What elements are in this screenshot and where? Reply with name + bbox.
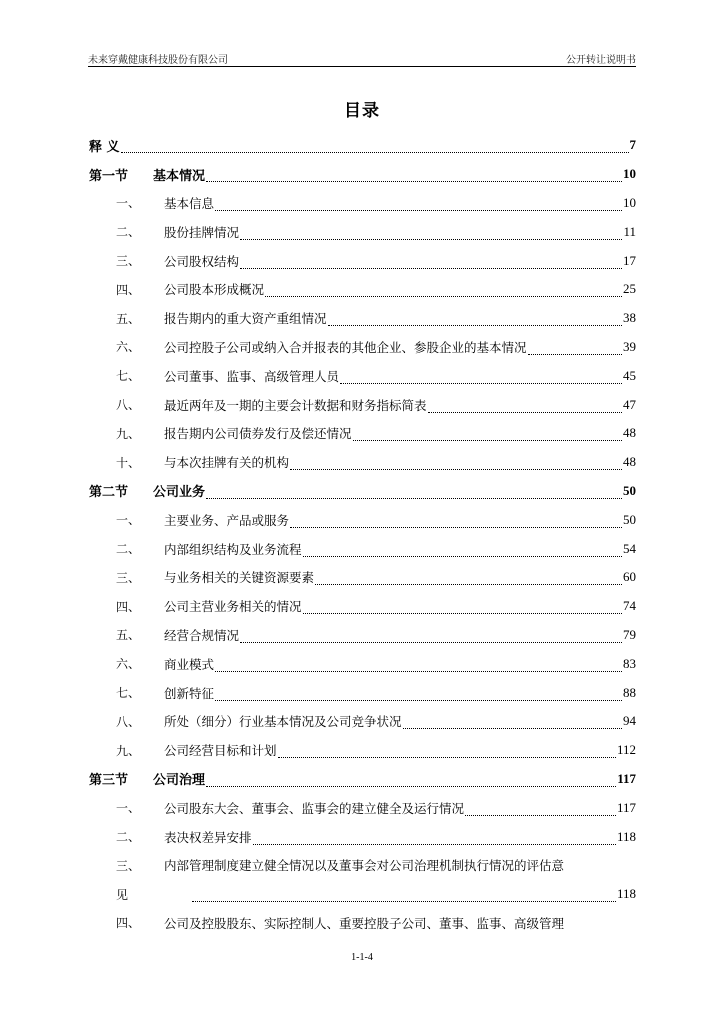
- toc-leader-dots: [206, 773, 616, 787]
- toc-number: 八、: [116, 398, 141, 413]
- toc-label: 公司经营目标和计划: [164, 743, 277, 759]
- toc-page-number: 50: [623, 482, 636, 498]
- toc-leader-dots: [240, 255, 622, 269]
- toc-leader-dots: [315, 571, 622, 585]
- table-of-contents: [89, 131, 636, 937]
- toc-label: 与本次挂牌有关的机构: [164, 455, 290, 471]
- toc-entry-row[interactable]: [89, 275, 636, 304]
- toc-page-number: 117: [617, 770, 636, 786]
- toc-number: 二、: [116, 225, 141, 240]
- toc-label: 公司董事、监事、高级管理人员: [164, 368, 340, 384]
- toc-entry-row[interactable]: [89, 851, 636, 880]
- toc-label: 基本信息: [164, 195, 215, 211]
- toc-entry-row[interactable]: [89, 304, 636, 333]
- toc-section-row[interactable]: [89, 765, 636, 794]
- toc-number: 一、: [116, 196, 141, 211]
- toc-label: 公司股东大会、董事会、监事会的建立健全及运行情况: [164, 800, 465, 816]
- toc-label: 公司股权结构: [164, 253, 240, 269]
- toc-label: 最近两年及一期的主要会计数据和财务指标简表: [164, 397, 427, 413]
- toc-page-number: 50: [623, 511, 636, 527]
- toc-page-number: 39: [623, 338, 636, 354]
- toc-label: 商业模式: [164, 656, 215, 672]
- toc-number: 九、: [116, 743, 141, 758]
- toc-leader-dots: [240, 629, 622, 643]
- toc-leader-dots: [290, 514, 622, 528]
- toc-entry-row[interactable]: [89, 621, 636, 650]
- toc-label: 内部管理制度建立健全情况以及董事会对公司治理机制执行情况的评估意: [164, 858, 565, 874]
- toc-number: 七、: [116, 686, 141, 701]
- toc-label: 创新特征: [164, 685, 215, 701]
- toc-entry-row[interactable]: [89, 333, 636, 362]
- document-type: 公开转让说明书: [566, 55, 636, 66]
- toc-label: 主要业务、产品或服务: [164, 512, 290, 528]
- toc-number: 九、: [116, 426, 141, 441]
- toc-entry-row[interactable]: [89, 563, 636, 592]
- toc-leader-dots: [403, 715, 622, 729]
- toc-page-number: 17: [623, 252, 636, 268]
- page-title: 目录: [344, 101, 380, 121]
- toc-leader-dots: [303, 600, 622, 614]
- toc-page-number: 117: [616, 799, 636, 815]
- toc-label: 表决权差异安排: [164, 829, 252, 845]
- toc-label: 公司股本形成概况: [164, 282, 265, 298]
- company-name: 未来穿戴健康科技股份有限公司: [88, 55, 228, 66]
- toc-number: 三、: [116, 254, 141, 269]
- toc-number: 四、: [116, 599, 141, 614]
- toc-label: 公司业务: [153, 485, 206, 501]
- toc-number: 四、: [116, 916, 141, 931]
- toc-leader-dots: [215, 197, 622, 211]
- toc-label: 公司及控股股东、实际控制人、重要控股子公司、董事、监事、高级管理: [164, 915, 565, 931]
- toc-section-row[interactable]: [89, 477, 636, 506]
- toc-leader-dots: [215, 658, 622, 672]
- toc-entry-row[interactable]: [89, 448, 636, 477]
- toc-leader-dots: [303, 543, 622, 557]
- toc-leader-dots: [428, 399, 622, 413]
- toc-number: 二、: [116, 542, 141, 557]
- toc-entry-row[interactable]: [89, 534, 636, 563]
- toc-entry-row[interactable]: [89, 707, 636, 736]
- toc-page-number: 94: [623, 713, 636, 729]
- toc-entry-row[interactable]: [89, 390, 636, 419]
- toc-number: 释 义: [89, 139, 120, 155]
- toc-label: 经营合规情况: [164, 627, 240, 643]
- toc-number: 一、: [116, 801, 141, 816]
- toc-page-number: 74: [623, 598, 636, 614]
- toc-leader-dots: [340, 370, 622, 384]
- toc-page-number: 7: [629, 137, 636, 153]
- toc-page-number: 25: [623, 281, 636, 297]
- page-header: [88, 50, 636, 66]
- header-divider: [88, 66, 636, 67]
- toc-leader-dots: [192, 888, 616, 902]
- toc-number: 六、: [116, 657, 141, 672]
- toc-leader-dots: [240, 226, 622, 240]
- toc-leader-dots: [265, 283, 622, 297]
- toc-entry-row[interactable]: [89, 678, 636, 707]
- toc-label: 公司控股子公司或纳入合并报表的其他企业、参股企业的基本情况: [164, 339, 527, 355]
- toc-page-number: 48: [623, 425, 636, 441]
- toc-entry-row[interactable]: [89, 793, 636, 822]
- toc-label: 所处（细分）行业基本情况及公司竞争状况: [164, 714, 402, 730]
- toc-number: 三、: [116, 858, 141, 873]
- page-number: 1-1-4: [351, 952, 373, 963]
- toc-leader-dots: [206, 485, 622, 499]
- toc-page-number: 60: [623, 569, 636, 585]
- toc-page-number: 11: [623, 223, 636, 239]
- toc-entry-row[interactable]: [89, 419, 636, 448]
- toc-number: 第三节: [89, 773, 129, 789]
- toc-number: 见: [116, 887, 129, 902]
- toc-number: 一、: [116, 513, 141, 528]
- toc-number: 五、: [116, 628, 141, 643]
- toc-page-number: 47: [623, 396, 636, 412]
- toc-number: 十、: [116, 455, 141, 470]
- toc-page-number: 38: [623, 310, 636, 326]
- toc-number: 六、: [116, 340, 141, 355]
- toc-label: 公司治理: [153, 773, 206, 789]
- toc-entry-row[interactable]: [89, 736, 636, 765]
- toc-entry-row[interactable]: [89, 217, 636, 246]
- toc-leader-dots: [353, 427, 622, 441]
- toc-leader-dots: [290, 456, 622, 470]
- toc-entry-row[interactable]: [89, 909, 636, 938]
- toc-leader-dots: [328, 312, 622, 326]
- toc-page-number: 118: [616, 886, 636, 902]
- toc-page-number: 48: [623, 454, 636, 470]
- toc-number: 四、: [116, 282, 141, 297]
- toc-number: 八、: [116, 714, 141, 729]
- toc-entry-row[interactable]: [89, 880, 636, 909]
- toc-label: 报告期内公司债券发行及偿还情况: [164, 426, 352, 442]
- toc-leader-dots: [215, 687, 622, 701]
- toc-label: 股份挂牌情况: [164, 224, 240, 240]
- toc-page-number: 10: [623, 166, 636, 182]
- toc-page-number: 45: [623, 367, 636, 383]
- toc-entry-row[interactable]: [89, 189, 636, 218]
- toc-entry-row[interactable]: [89, 592, 636, 621]
- toc-section-row[interactable]: [89, 160, 636, 189]
- toc-label: 报告期内的重大资产重组情况: [164, 311, 327, 327]
- toc-leader-dots: [465, 802, 616, 816]
- toc-page-number: 79: [623, 626, 636, 642]
- toc-leader-dots: [206, 168, 622, 182]
- toc-number: 第二节: [89, 485, 129, 501]
- toc-page-number: 83: [623, 655, 636, 671]
- toc-page-number: 112: [616, 742, 636, 758]
- toc-page-number: 118: [616, 828, 636, 844]
- toc-label: 与业务相关的关键资源要素: [164, 570, 315, 586]
- toc-page-number: 54: [623, 540, 636, 556]
- toc-entry-row[interactable]: [89, 246, 636, 275]
- toc-number: 第一节: [89, 168, 129, 184]
- toc-section-row[interactable]: [89, 131, 636, 160]
- toc-leader-dots: [121, 139, 629, 153]
- toc-entry-row[interactable]: [89, 822, 636, 851]
- toc-entry-row[interactable]: [89, 649, 636, 678]
- toc-entry-row[interactable]: [89, 505, 636, 534]
- toc-label: 公司主营业务相关的情况: [164, 599, 302, 615]
- toc-number: 七、: [116, 369, 141, 384]
- toc-number: 五、: [116, 311, 141, 326]
- toc-leader-dots: [253, 831, 616, 845]
- toc-entry-row[interactable]: [89, 361, 636, 390]
- toc-number: 三、: [116, 570, 141, 585]
- toc-label: 内部组织结构及业务流程: [164, 541, 302, 557]
- toc-page-number: 88: [623, 684, 636, 700]
- toc-label: 基本情况: [153, 168, 206, 184]
- toc-leader-dots: [528, 341, 622, 355]
- toc-number: 二、: [116, 830, 141, 845]
- toc-page-number: 10: [623, 194, 636, 210]
- toc-leader-dots: [278, 744, 616, 758]
